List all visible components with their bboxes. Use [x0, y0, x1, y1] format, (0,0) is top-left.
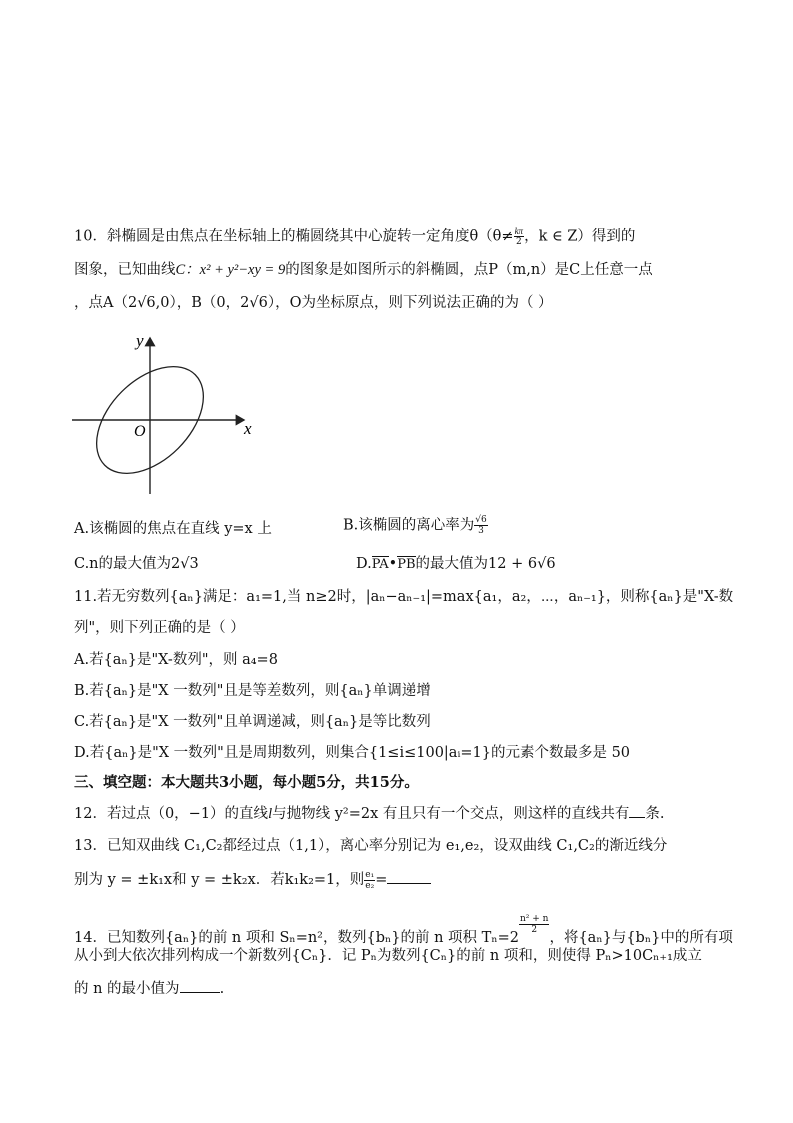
- q14-exponent-den: 2: [531, 925, 538, 935]
- q12-line: [74, 803, 664, 824]
- q10-fraction-num: kπ: [514, 226, 524, 236]
- q10-fraction: [514, 226, 525, 247]
- q10-line-2: [74, 260, 653, 280]
- dot-product-symbol: •: [388, 556, 398, 572]
- q10-number: 10．: [74, 228, 107, 245]
- q14-line-1: [74, 914, 733, 948]
- q14-text-3b: .: [219, 981, 225, 997]
- q10-option-b-den: 3: [478, 526, 484, 536]
- q10-line-3: ，点A（2√6,0），B（0，2√6），O为坐标原点，则下列说法正确的为（ ）: [74, 295, 553, 311]
- origin-label: O: [134, 423, 146, 440]
- q13-answer-blank[interactable]: [387, 869, 431, 884]
- q13-fraction-den: e₂: [365, 880, 375, 891]
- q13-text-2a: 别为 y = ±k₁x和 y = ±k₂x．若k₁k₂=1，则: [74, 872, 365, 888]
- q10-text-1b: ，k ∈ Z）得到的: [524, 228, 636, 245]
- q10-option-b-frac: [474, 515, 487, 536]
- q12-text-a: 12．若过点（0，−1）的直线: [74, 806, 269, 822]
- q14-answer-blank[interactable]: [180, 978, 220, 993]
- q10-text-2a: 图象，已知曲线: [74, 262, 176, 278]
- q11-option-b: B.若{aₙ}是"X 一数列"且是等差数列，则{aₙ}单调递增: [74, 683, 431, 699]
- ellipse-figure: [68, 328, 268, 500]
- q10-option-b-num: √6: [475, 515, 487, 525]
- q10-option-b: [343, 515, 488, 536]
- q12-text-b: 与抛物线 y²=2x 有且只有一个交点，则这样的直线共有: [272, 806, 630, 822]
- q13-equals: =: [375, 872, 388, 888]
- q11-line-1: 11.若无穷数列{aₙ}满足：a₁=1,当 n≥2时，|aₙ−aₙ₋₁|=max{a₁，a₂，⋯，aₙ₋₁}，则称{aₙ}是"X-数: [74, 589, 734, 605]
- q10-option-d-label: D.: [356, 556, 372, 572]
- vector-pa: PA: [371, 557, 389, 572]
- q12-text-c: 条.: [645, 806, 665, 822]
- q13-line-1: 13．已知双曲线 C₁,C₂都经过点（1,1），离心率分别记为 e₁,e₂，设双曲线 C₁,C₂的渐近线分: [74, 838, 668, 854]
- q11-option-a: A.若{aₙ}是"X-数列"，则 a₄=8: [74, 652, 278, 668]
- q10-text-1a: 斜椭圆是由焦点在坐标轴上的椭圆绕其中心旋转一定角度θ（θ≠: [106, 228, 514, 245]
- q12-answer-blank[interactable]: [629, 803, 645, 818]
- q10-option-a: A.该椭圆的焦点在直线 y=x 上: [74, 521, 272, 537]
- q11-option-d: D.若{aₙ}是"X 一数列"且是周期数列，则集合{1≤i≤100|aᵢ=1}的元素个数最多是 50: [74, 745, 631, 761]
- q14-line-2: 从小到大依次排列构成一个新数列{Cₙ}．记 Pₙ为数列{Cₙ}的前 n 项和，则使得 Pₙ>10Cₙ₊₁成立: [74, 948, 702, 964]
- q10-line-1: [74, 226, 635, 247]
- x-axis-label: x: [244, 419, 252, 438]
- q10-option-d-text: 的最大值为12 + 6√6: [415, 556, 556, 572]
- section-heading: 三、填空题：本大题共3小题，每小题5分，共15分。: [74, 774, 419, 791]
- q14-text-1b: ，将{aₙ}与{bₙ}中的所有项: [549, 930, 733, 946]
- q11-line-2: 列"，则下列正确的是（ ）: [74, 620, 245, 636]
- q14-exponent-num: n² + n: [519, 914, 549, 924]
- q10-option-d: [356, 554, 556, 575]
- q14-text-3a: 的 n 的最小值为: [74, 981, 180, 997]
- q10-text-2b: 的图象是如图所示的斜椭圆，点P（m,n）是C上任意一点: [285, 262, 653, 278]
- q13-fraction-num: e₁: [365, 869, 375, 880]
- y-axis-label: y: [136, 331, 144, 350]
- q13-fraction: [364, 870, 375, 891]
- q11-option-c: C.若{aₙ}是"X 一数列"且单调递减，则{aₙ}是等比数列: [74, 714, 431, 730]
- q14-exponent: [519, 914, 549, 935]
- q10-curve-equation: C：x² + y²−xy = 9: [175, 262, 286, 278]
- q10-option-c: C.n的最大值为2√3: [74, 556, 199, 572]
- q12-line-symbol: l: [268, 806, 273, 822]
- q14-line-3: [74, 978, 224, 999]
- vector-pb: PB: [397, 557, 416, 572]
- q10-option-b-text: B.该椭圆的离心率为: [343, 517, 475, 534]
- q14-text-1a: 14．已知数列{aₙ}的前 n 项和 Sₙ=n²，数列{bₙ}的前 n 项积 Tₙ=2: [74, 930, 519, 946]
- q10-fraction-den: 2: [515, 237, 522, 247]
- q13-line-2: [74, 869, 431, 891]
